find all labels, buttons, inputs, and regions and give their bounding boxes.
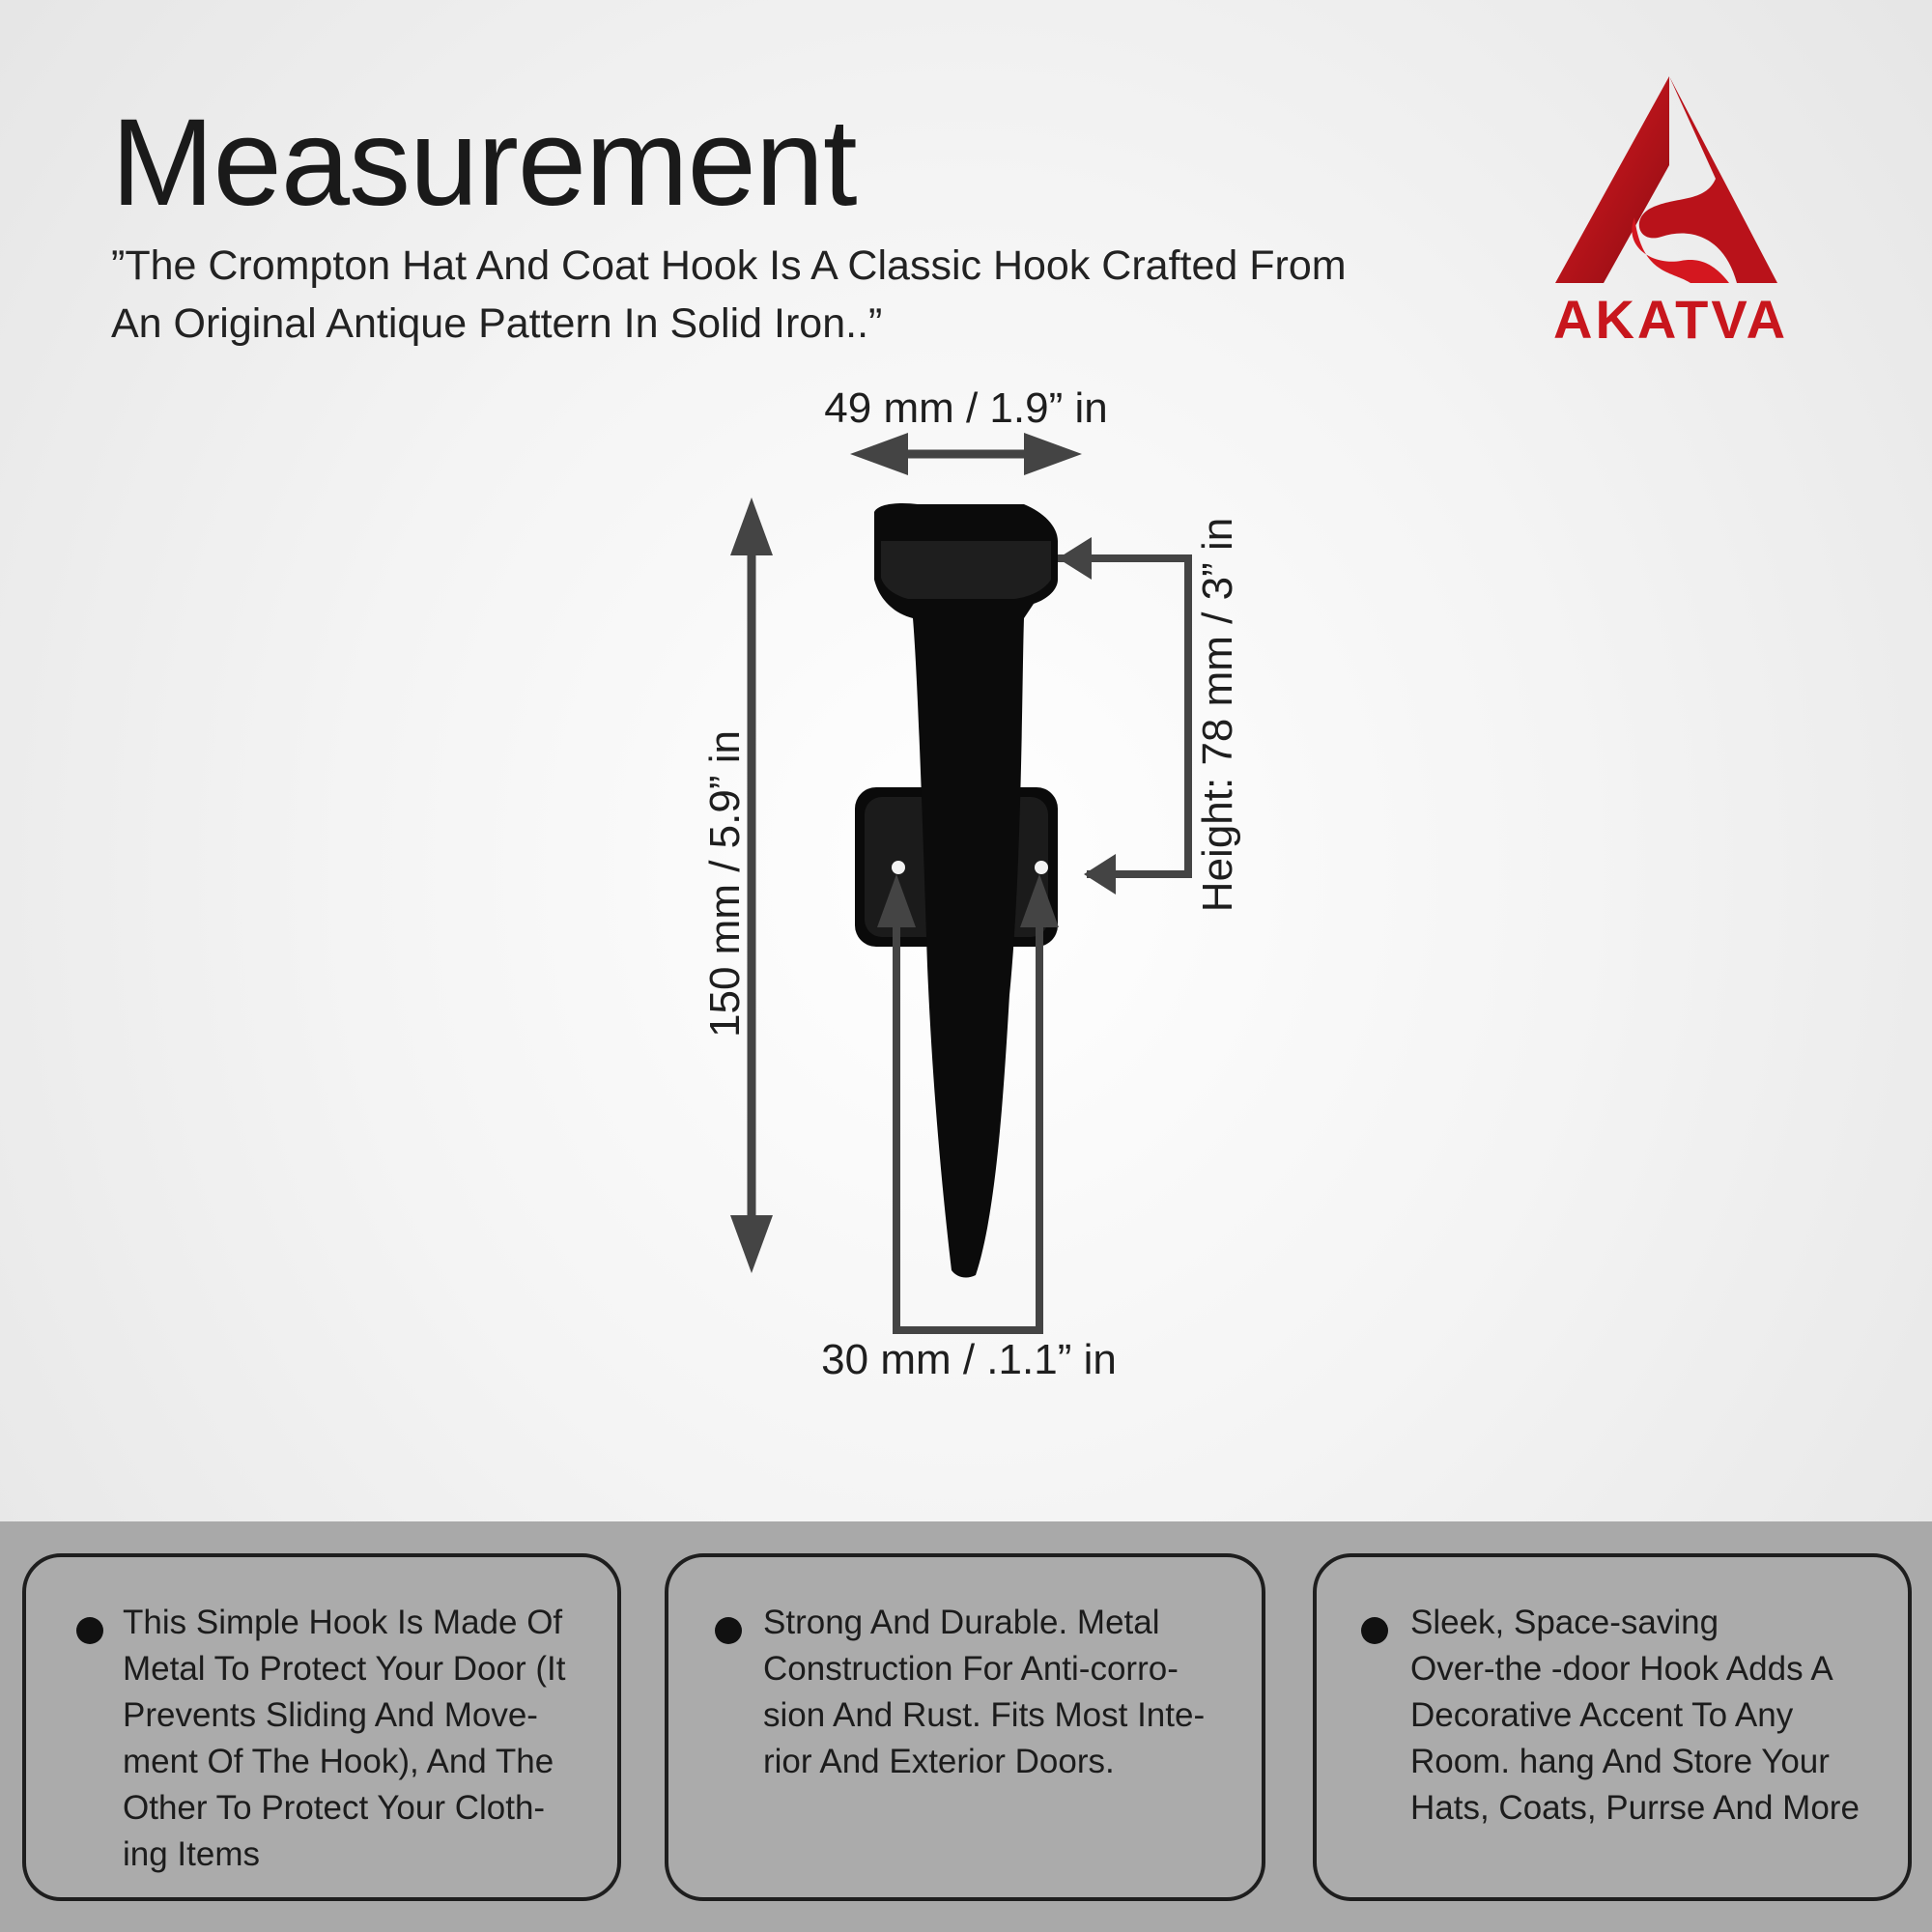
- description-line: An Original Antique Pattern In Solid Iron..”: [111, 300, 883, 347]
- feature-card: [22, 1553, 621, 1901]
- length-label: 150 mm / 5.9” in: [701, 730, 749, 1037]
- height-dimension-bracket: [1058, 537, 1188, 895]
- feature-line: ment Of The Hook), And The: [123, 1743, 554, 1780]
- feature-text: [1410, 1600, 1879, 1832]
- width-label: 49 mm / 1.9” in: [824, 384, 1108, 432]
- feature-line: Over-the -door Hook Adds A: [1410, 1650, 1833, 1688]
- feature-line: Sleek, Space-saving: [1410, 1604, 1719, 1641]
- feature-line: Prevents Sliding And Move-: [123, 1696, 538, 1734]
- feature-card: [1313, 1553, 1912, 1901]
- page-title: Measurement: [111, 94, 857, 232]
- feature-line: Hats, Coats, Purrse And More: [1410, 1789, 1860, 1827]
- feature-line: Other To Protect Your Cloth-: [123, 1789, 546, 1827]
- height-label: Height: 78 mm / 3” in: [1194, 517, 1241, 913]
- feature-line: Decorative Accent To Any: [1410, 1696, 1794, 1734]
- feature-line: Metal To Protect Your Door (It: [123, 1650, 566, 1688]
- width-dimension-arrow: [850, 433, 1082, 475]
- feature-line: Room. hang And Store Your: [1410, 1743, 1830, 1780]
- feature-line: Construction For Anti-corro-: [763, 1650, 1179, 1688]
- feature-text: [763, 1600, 1233, 1785]
- brand-name: AKATVA: [1553, 289, 1789, 350]
- hook-image: [855, 503, 1058, 1278]
- feature-line: Strong And Durable. Metal: [763, 1604, 1160, 1641]
- feature-line: rior And Exterior Doors.: [763, 1743, 1115, 1780]
- bullet-icon: [715, 1617, 742, 1644]
- bullet-icon: [1361, 1617, 1388, 1644]
- feature-line: ing Items: [123, 1835, 260, 1873]
- feature-line: sion And Rust. Fits Most Inte-: [763, 1696, 1206, 1734]
- description-line: ”The Crompton Hat And Coat Hook Is A Classic Hook Crafted From: [111, 242, 1347, 289]
- hole-spacing-label: 30 mm / .1.1” in: [821, 1336, 1117, 1383]
- bullet-icon: [76, 1617, 103, 1644]
- feature-text: [123, 1600, 588, 1878]
- feature-card: [665, 1553, 1265, 1901]
- feature-line: This Simple Hook Is Made Of: [123, 1604, 563, 1641]
